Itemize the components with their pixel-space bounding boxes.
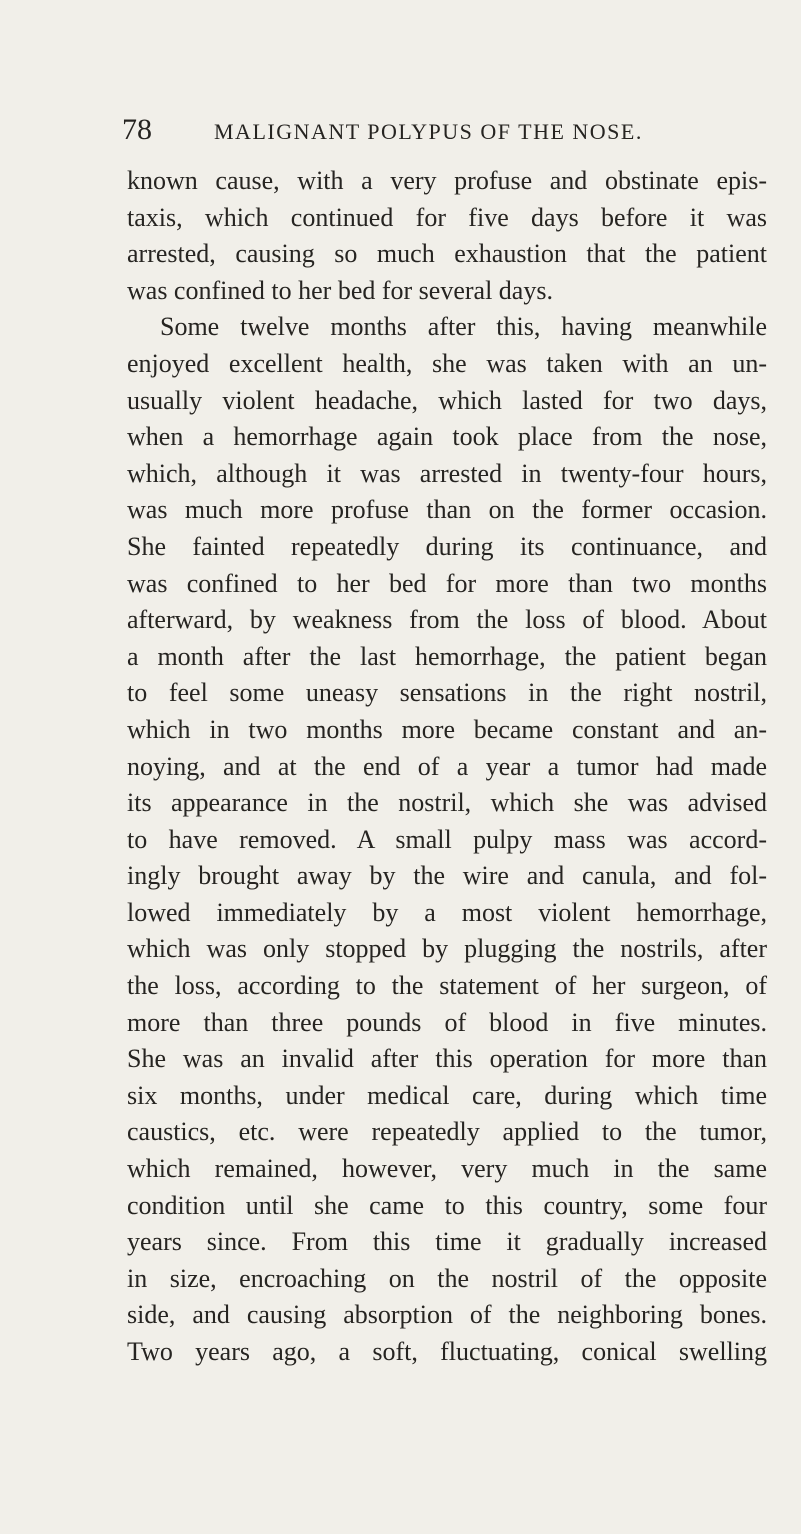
text-line: which, although it was arrested in twenty-four hours, (127, 458, 767, 488)
text-line: in size, encroaching on the nostril of the opposite (127, 1263, 767, 1293)
text-line: usually violent headache, which lasted for two days, (127, 385, 767, 415)
text-line: was confined to her bed for more than two months (127, 568, 767, 598)
body-text (127, 163, 767, 1371)
text-line: taxis, which continued for five days before it was (127, 202, 767, 232)
text-line: six months, under medical care, during which time (127, 1080, 767, 1110)
text-line: known cause, with a very profuse and obstinate epis- (127, 166, 767, 195)
text-line: its appearance in the nostril, which she was advised (127, 788, 767, 818)
text-line: She was an invalid after this operation for more than (127, 1044, 767, 1074)
text-line: enjoyed excellent health, she was taken with an un- (127, 348, 767, 378)
text-line: a month after the last hemorrhage, the patient began (127, 641, 767, 671)
text-line: the loss, according to the statement of her surgeon, of (127, 971, 767, 1001)
text-line: noying, and at the end of a year a tumor had made (127, 751, 767, 781)
text-line: was much more profuse than on the former occasion. (127, 495, 767, 525)
text-line: ingly brought away by the wire and canula, and fol- (127, 861, 767, 891)
text-line: afterward, by weakness from the loss of blood. About (127, 605, 767, 635)
text-line: condition until she came to this country, some four (127, 1190, 767, 1220)
text-line: which remained, however, very much in the same (127, 1154, 767, 1184)
text-line: She fainted repeatedly during its continuance, and (127, 531, 767, 561)
text-line: caustics, etc. were repeatedly applied to the tumor, (127, 1117, 767, 1147)
running-head (122, 113, 762, 153)
text-line: lowed immediately by a most violent hemorrhage, (127, 897, 767, 927)
text-line: side, and causing absorption of the neighboring bones. (127, 1300, 767, 1330)
text-line: when a hemorrhage again took place from the nose, (127, 422, 767, 452)
text-line: more than three pounds of blood in five minutes. (127, 1007, 767, 1037)
text-line: was confined to her bed for several days. (127, 275, 553, 305)
text-line: arrested, causing so much exhaustion that the patient (127, 239, 767, 269)
text-line: which was only stopped by plugging the nostrils, after (127, 934, 767, 964)
text-line: years since. From this time it gradually increased (127, 1227, 767, 1257)
text-line: to have removed. A small pulpy mass was accord- (127, 824, 767, 854)
paragraph-start-line: Some twelve months after this, having meanwhile (160, 312, 767, 342)
text-line: to feel some uneasy sensations in the right nostril, (127, 678, 767, 708)
running-title: MALIGNANT POLYPUS OF THE NOSE. (214, 119, 643, 144)
text-line: Two years ago, a soft, fluctuating, conical swelling (127, 1337, 767, 1366)
text-line: which in two months more became constant and an- (127, 714, 767, 744)
page-number: 78 (122, 113, 152, 146)
